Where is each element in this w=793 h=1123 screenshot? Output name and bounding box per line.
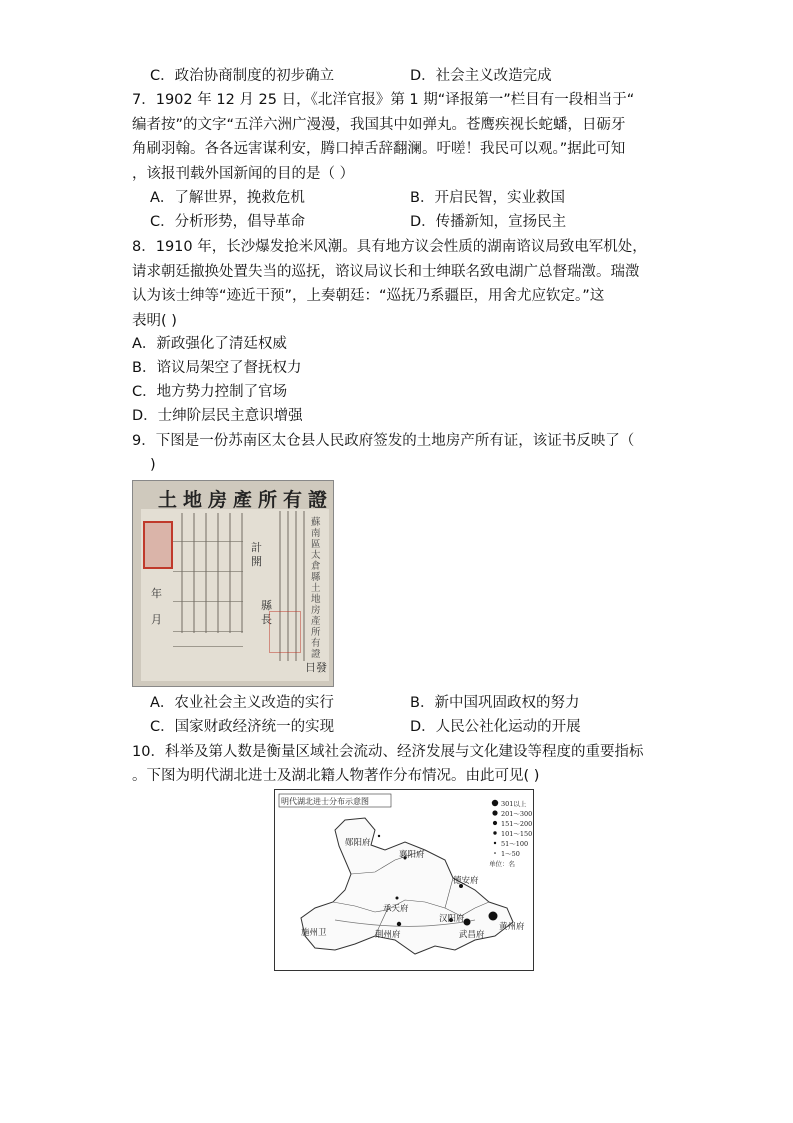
map-title: 明代湖北进士分布示意图 <box>281 797 369 806</box>
certificate-grid-col <box>229 513 231 633</box>
q9-stem-line-1: 9．下图是一份苏南区太仓县人民政府签发的土地房产所有证，该证书反映了（ <box>132 433 635 449</box>
certificate-grid-col <box>181 513 183 633</box>
certificate-grid-col <box>205 513 207 633</box>
q9-option-c: C．国家财政经济统一的实现 <box>150 719 335 735</box>
place-jingzhou: 荆州府 <box>375 930 401 940</box>
q10-stem-line-2: 。下图为明代湖北进士及湖北籍人物著作分布情况。由此可见( ) <box>132 768 540 784</box>
legend-symbol-3 <box>493 821 497 825</box>
q8-option-a: A．新政强化了清廷权威 <box>132 336 287 352</box>
q8-option-c: C．地方势力控制了官场 <box>132 384 288 400</box>
q6-option-d: D．社会主义改造完成 <box>410 68 552 84</box>
legend-label-4: 101～150 <box>501 830 533 838</box>
q7-stem-line-2: 编者按”的文字“五洋六洲广漫漫，我国其中如弹丸。苍鹰疾视长蛇蟠，日砺牙 <box>132 117 626 133</box>
dot-jingzhou <box>397 922 401 926</box>
q7-stem-line-1: 7．1902 年 12 月 25 日，《北洋官报》第 1 期“译报第一”栏目有一段相当于“ <box>132 92 635 108</box>
q10-stem-line-1: 10．科举及第人数是衡量区域社会流动、经济发展与文化建设等程度的重要指标 <box>132 744 644 760</box>
dot-yunyang <box>378 835 380 837</box>
legend-label-3: 151～200 <box>501 820 533 828</box>
legend-unit: 单位：名 <box>489 860 515 868</box>
certificate-small-stamp <box>269 611 301 653</box>
certificate-grid-col <box>241 513 243 633</box>
legend-label-6: 1～50 <box>501 850 520 858</box>
certificate-grid-row <box>173 631 243 632</box>
q7-option-a: A．了解世界，挽救危机 <box>150 190 305 206</box>
place-wuchang: 武昌府 <box>459 930 485 940</box>
place-xiangyang: 襄阳府 <box>399 850 425 860</box>
q7-stem-line-3: 角刷羽翰。各各远害谋利安，腾口掉舌辞翻澜。吁嗟！我民可以观。”据此可知 <box>132 141 626 157</box>
dot-huangzhou <box>489 912 498 921</box>
place-shizhou: 施州卫 <box>301 928 327 938</box>
legend-label-2: 201～300 <box>501 810 533 818</box>
certificate-grid-col <box>193 513 195 633</box>
certificate-year-label: 年 <box>151 587 162 600</box>
legend-label-5: 51～100 <box>501 840 529 848</box>
q8-stem-line-4: 表明( ) <box>132 313 177 329</box>
red-seal-stamp <box>143 521 173 569</box>
dot-chengtian <box>396 897 399 900</box>
q8-stem-line-3: 认为该士绅等“迹近干预”，上奏朝廷：“巡抚乃系疆臣，用舍尤应钦定。”这 <box>132 288 605 304</box>
q9-option-b: B．新中国巩固政权的努力 <box>410 695 580 711</box>
land-certificate-image <box>132 480 334 687</box>
legend-symbol-1 <box>492 800 498 806</box>
legend-symbol-5 <box>494 842 496 844</box>
q7-option-b: B．开启民智，实业救国 <box>410 190 565 206</box>
q8-option-d: D．士绅阶层民主意识增强 <box>132 408 303 424</box>
place-dean: 德安府 <box>453 876 479 886</box>
certificate-chief-label: 縣長 <box>261 599 272 626</box>
certificate-date-labels <box>151 581 162 633</box>
q7-option-d: D．传播新知，宣扬民主 <box>410 214 567 230</box>
certificate-grid-row <box>173 571 243 572</box>
certificate-issue-label: 日發 <box>305 661 327 674</box>
certificate-grid-col <box>217 513 219 633</box>
place-huangzhou: 黄州府 <box>499 922 525 932</box>
q8-stem-line-1: 8．1910 年，长沙爆发抢米风潮。具有地方议会性质的湖南谘议局致电军机处， <box>132 239 647 255</box>
q6-option-c: C．政治协商制度的初步确立 <box>150 68 335 84</box>
legend-symbol-2 <box>492 810 497 815</box>
certificate-grid-col <box>303 511 305 661</box>
certificate-grid-row <box>173 601 243 602</box>
q7-option-c: C．分析形势，倡导革命 <box>150 214 306 230</box>
certificate-grid-row <box>173 541 243 542</box>
certificate-title: 土地房產所有證 <box>157 489 333 511</box>
q9-option-a: A．农业社会主义改造的实行 <box>150 695 334 711</box>
q7-stem-line-4: ，该报刊载外国新闻的目的是（ ） <box>132 166 355 182</box>
legend-symbol-4 <box>493 831 496 834</box>
q8-stem-line-2: 请求朝廷撤换处置失当的巡抚，谘议局议长和士绅联名致电湖广总督瑞澂。瑞澂 <box>132 264 640 280</box>
map-drawing <box>275 790 533 970</box>
certificate-month-label: 月 <box>151 613 162 626</box>
hubei-jinshi-map <box>274 789 534 971</box>
place-yunyang: 郧阳府 <box>345 838 371 848</box>
legend-symbol-6 <box>494 852 496 854</box>
certificate-grid-row <box>173 646 243 647</box>
place-chengtian: 承天府 <box>383 904 409 914</box>
place-hanyang: 汉阳府 <box>439 914 465 924</box>
q9-option-d: D．人民公社化运动的开展 <box>410 719 581 735</box>
legend-label-1: 301以上 <box>501 800 527 808</box>
q8-option-b: B．谘议局架空了督抚权力 <box>132 360 302 376</box>
certificate-vertical-header: 蘇南區太倉縣土地房產所有證 <box>311 517 321 660</box>
q9-stem-line-2: ) <box>150 457 156 473</box>
certificate-itemized-label: 計開 <box>251 541 262 568</box>
